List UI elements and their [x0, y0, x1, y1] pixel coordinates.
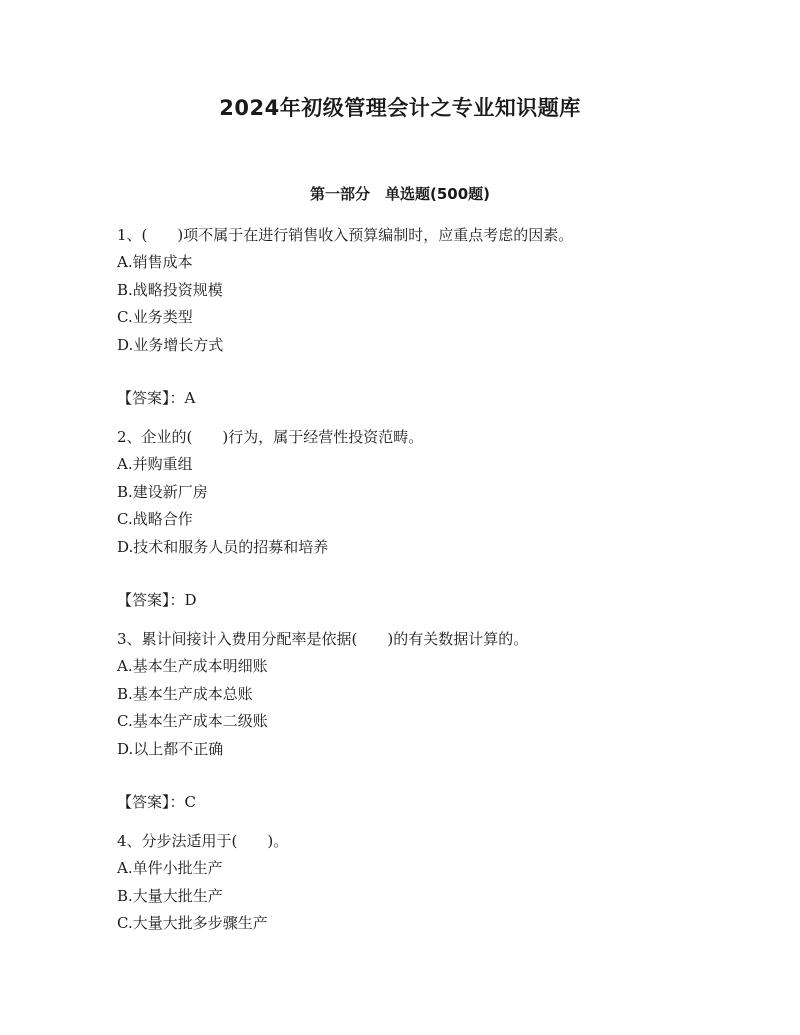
option-b: B.基本生产成本总账	[117, 684, 253, 703]
option-d: D.以上都不正确	[117, 739, 224, 758]
option-b: B.大量大批生产	[117, 886, 223, 905]
option-c: C.业务类型	[117, 308, 193, 326]
question-stem: 1、( )项不属于在进行销售收入预算编制时，应重点考虑的因素。	[117, 226, 574, 244]
section-title: 第一部分 单选题(500题)	[309, 185, 491, 203]
option-d: D.技术和服务人员的招募和培养	[117, 537, 329, 556]
option-a: A.销售成本	[117, 253, 193, 271]
answer: 【答案】：A	[117, 389, 196, 407]
answer: 【答案】：D	[117, 591, 197, 609]
question-stem: 2、企业的( )行为，属于经营性投资范畴。	[117, 428, 424, 446]
option-d: D.业务增长方式	[117, 335, 224, 354]
question-stem: 4、分步法适用于( )。	[117, 832, 289, 850]
question-3	[117, 626, 737, 816]
question-list	[117, 222, 737, 938]
page-title: 2024年初级管理会计之专业知识题库	[219, 96, 581, 120]
question-4	[117, 828, 737, 938]
option-a: A.并购重组	[117, 455, 193, 473]
question-stem: 3、累计间接计入费用分配率是依据( )的有关数据计算的。	[117, 630, 529, 648]
option-c: C.基本生产成本二级账	[117, 712, 268, 730]
option-a: A.单件小批生产	[117, 859, 223, 877]
question-2	[117, 424, 737, 614]
option-b: B.建设新厂房	[117, 482, 208, 501]
option-c: C.战略合作	[117, 510, 193, 528]
option-a: A.基本生产成本明细账	[117, 657, 268, 675]
answer: 【答案】：C	[117, 793, 196, 811]
option-b: B.战略投资规模	[117, 280, 223, 299]
option-c: C.大量大批多步骤生产	[117, 914, 268, 932]
question-1	[117, 222, 737, 412]
